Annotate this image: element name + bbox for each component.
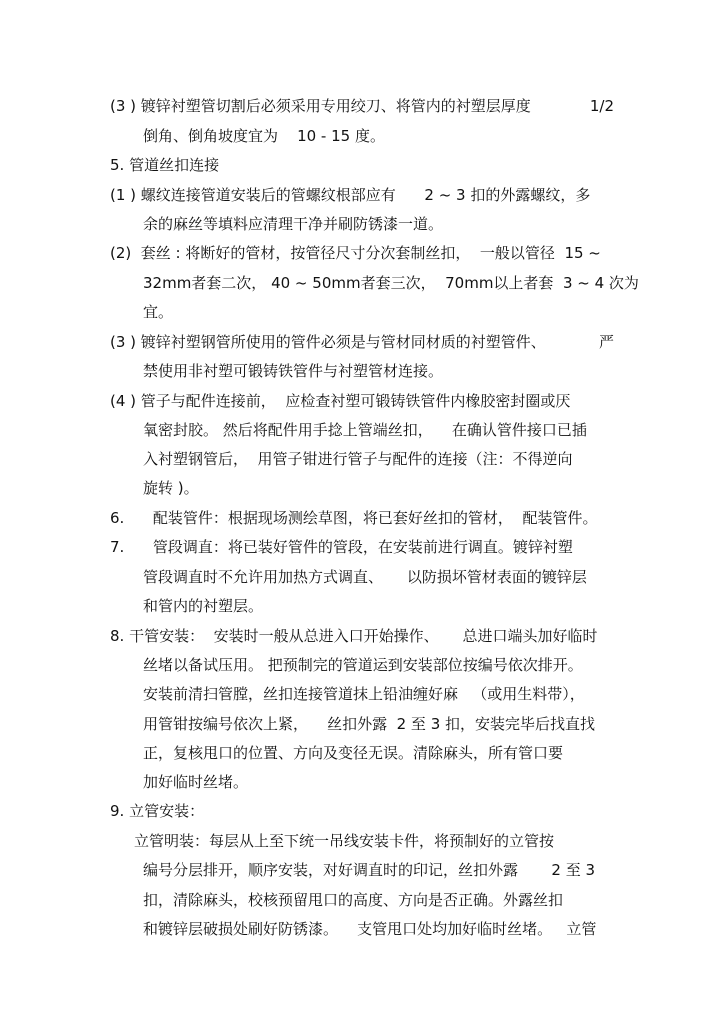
text-line: 和镀锌层破损处刷好防锈漆。 支管甩口处均加好临时丝堵。 立管 [143,920,597,938]
text-line: 6. 配装管件：根据现场测绘草图，将已套好丝扣的管材， 配装管件。 [110,509,598,527]
text-line: 氧密封胶。 然后将配件用手捻上管端丝扣， 在确认管件接口已插 [143,421,587,439]
text-line: (3 ) 镀锌衬塑钢管所使用的管件必须是与管材同材质的衬塑管件、 [110,333,546,351]
text-line: 编号分层排开，顺序安装，对好调直时的印记，丝扣外露 2 至 3 [143,861,596,879]
text-line: 余的麻丝等填料应清理干净并刷防锈漆一道。 [143,215,444,233]
text-line: 丝堵以备试压用。 把预制完的管道运到安装部位按编号依次排开。 [143,656,583,674]
text-line: 入衬塑钢管后， 用管子钳进行管子与配件的连接（注：不得逆向 [143,450,573,468]
text-line: (3 ) 镀锌衬塑管切割后必须采用专用绞刀、将管内的衬塑层厚度 [110,97,531,115]
text-line: 管段调直时不允许用加热方式调直、 以防损坏管材表面的镀锌层 [143,568,587,586]
text-line: 和管内的衬塑层。 [143,597,264,615]
section-heading: 8. 干管安装： 安装时一般从总进入口开始操作、 总进口端头加好临时 [110,627,598,645]
text-line: 安装前清扫管膛，丝扣连接管道抹上铅油缠好麻 （或用生料带）， [143,685,585,703]
text-line: 禁使用非衬塑可锻铸铁管件与衬塑管材连接。 [143,362,444,380]
text-line-right: 严 [598,333,614,351]
text-line: 旋转 )。 [143,479,199,497]
section-heading: 9. 立管安装： [110,802,205,820]
text-line: 32mm者套二次， 40 ~ 50mm者套三次， 70mm以上者套 3 ~ 4 次为 [143,274,639,292]
text-line: 宜。 [143,303,174,321]
text-line: 正，复核甩口的位置、方向及变径无误。清除麻头，所有管口要 [143,744,564,762]
section-heading: 5. 管道丝扣连接 [110,156,220,174]
text-line-right: 1/2 [589,97,614,115]
text-line: 加好临时丝堵。 [143,773,249,791]
text-line: 用管钳按编号依次上紧， 丝扣外露 2 至 3 扣，安装完毕后找直找 [143,715,596,733]
text-line: 7. 管段调直：将已装好管件的管段，在安装前进行调直。镀锌衬塑 [110,538,573,556]
text-line: 立管明装：每层从上至下统一吊线安装卡件，将预制好的立管按 [134,832,555,850]
text-line: 倒角、倒角坡度宜为 10 - 15 度。 [143,127,385,145]
text-line: (2) 套丝 : 将断好的管材，按管径尺寸分次套制丝扣， 一般以管径 15 ~ [110,244,601,262]
text-line: 扣，清除麻头，校核预留甩口的高度、方向是否正确。外露丝扣 [143,891,564,909]
text-line: (1 ) 螺纹连接管道安装后的管螺纹根部应有 2 ~ 3 扣的外露螺纹，多 [110,186,591,204]
text-line: (4 ) 管子与配件连接前， 应检查衬塑可锻铸铁管件内橡胶密封圈或厌 [110,392,571,410]
